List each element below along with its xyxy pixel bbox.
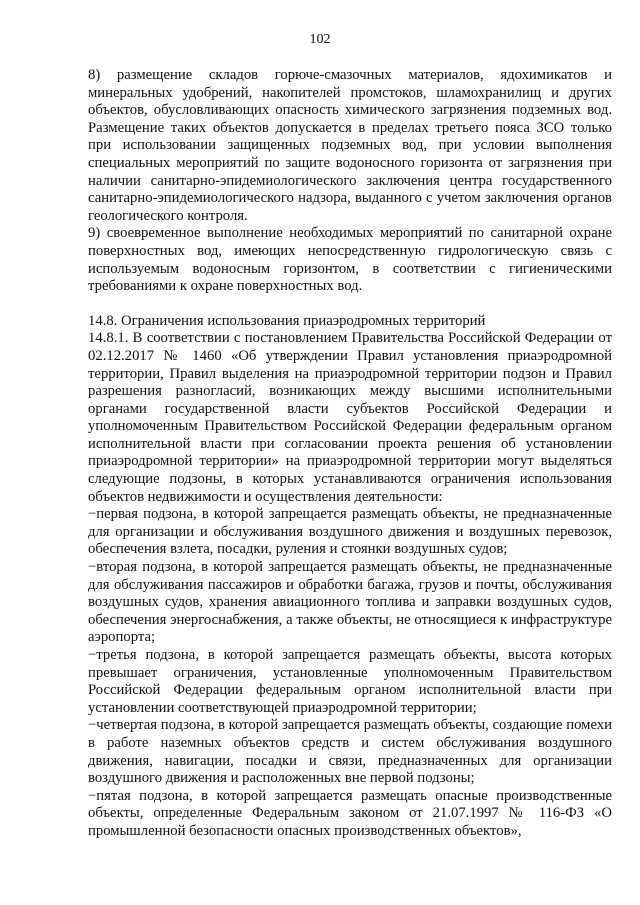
paragraph-item-9: 9) своевременное выполнение необходимых мероприятий по санитарной охране поверхностных вод, имеющих непосредственную гидрологическую связь с используемым водоносным горизонтом, в соответствии с гигиеническими требованиями к охране поверхностных вод. [88,225,612,295]
list-item-subzone-2: −вторая подзона, в которой запрещается размещать объекты, не предназначенные для обслуживания пассажиров и обработки багажа, грузов и почты, обслуживания воздушных судов, хранения авиационного топлива и заправки воздушных судов, обеспечения энергоснабжения, а также объекты, не относящиеся к инфраструктуре аэропорта; [88,559,612,646]
list-item-subzone-1: −первая подзона, в которой запрещается размещать объекты, не предназначенные для организации и обслуживания воздушного движения и воздушных перевозок, обеспечения взлета, посадки, руления и стоянки воздушных судов; [88,506,612,558]
paragraph-item-8: 8) размещение складов горюче-смазочных материалов, ядохимикатов и минеральных удобрений, накопителей промстоков, шламохранилищ и других объектов, обусловливающих опасность химического загрязнения подземных вод. Размещение таких объектов допускается в пределах третьего пояса ЗСО только при использовании защищенных подземных вод, при условии выполнения специальных мероприятий по защите водоносного горизонта от загрязнения при наличии санитарно-эпидемиологического заключения центра государственного санитарно-эпидемиологического надзора, выданного с учетом заключения органов геологического контроля. [88,67,612,224]
section-heading-14-8: 14.8. Ограничения использования приаэродромных территорий [88,312,486,329]
list-item-subzone-4: −четвертая подзона, в которой запрещается размещать объекты, создающие помехи в работе наземных объектов средств и систем обслуживания воздушного движения, навигации, посадки и связи, предназначенных для организации воздушного движения и расположенных вне первой подзоны; [88,717,612,787]
list-item-subzone-3: −третья подзона, в которой запрещается размещать объекты, высота которых превышает ограничения, установленные уполномоченным Правительством Российской Федерации федеральным органом исполнительной власти при установлении соответствующей приаэродромной территории; [88,647,612,716]
list-item-subzone-5: −пятая подзона, в которой запрещается размещать опасные производственные объекты, определенные Федеральным законом от 21.07.1997 № 116-ФЗ «О промышленной безопасности опасных производственных объектов», [88,787,612,839]
paragraph-spacer [88,296,612,313]
paragraph-14-8-1: 14.8.1. В соответствии с постановлением Правительства Российской Федерации от 02.12.2017 № 1460 «Об утверждении Правил установления приаэродромной территории, Правил выделения на приаэродромной территории подзон и Правил разрешения разногласий, возникающих между высшими исполнительными органами государственной власти субъектов Российской Федерации и уполномоченным Правительством Российской Федерации федеральным органом исполнительной власти при согласовании проекта решения об установлении приаэродромной территории» на приаэродромной территории могут выделяться следующие подзоны, в которых устанавливаются ограничения использования объектов недвижимости и осуществления деятельности: [88,330,612,505]
page-number: 102 [309,32,331,47]
document-body [88,67,612,841]
